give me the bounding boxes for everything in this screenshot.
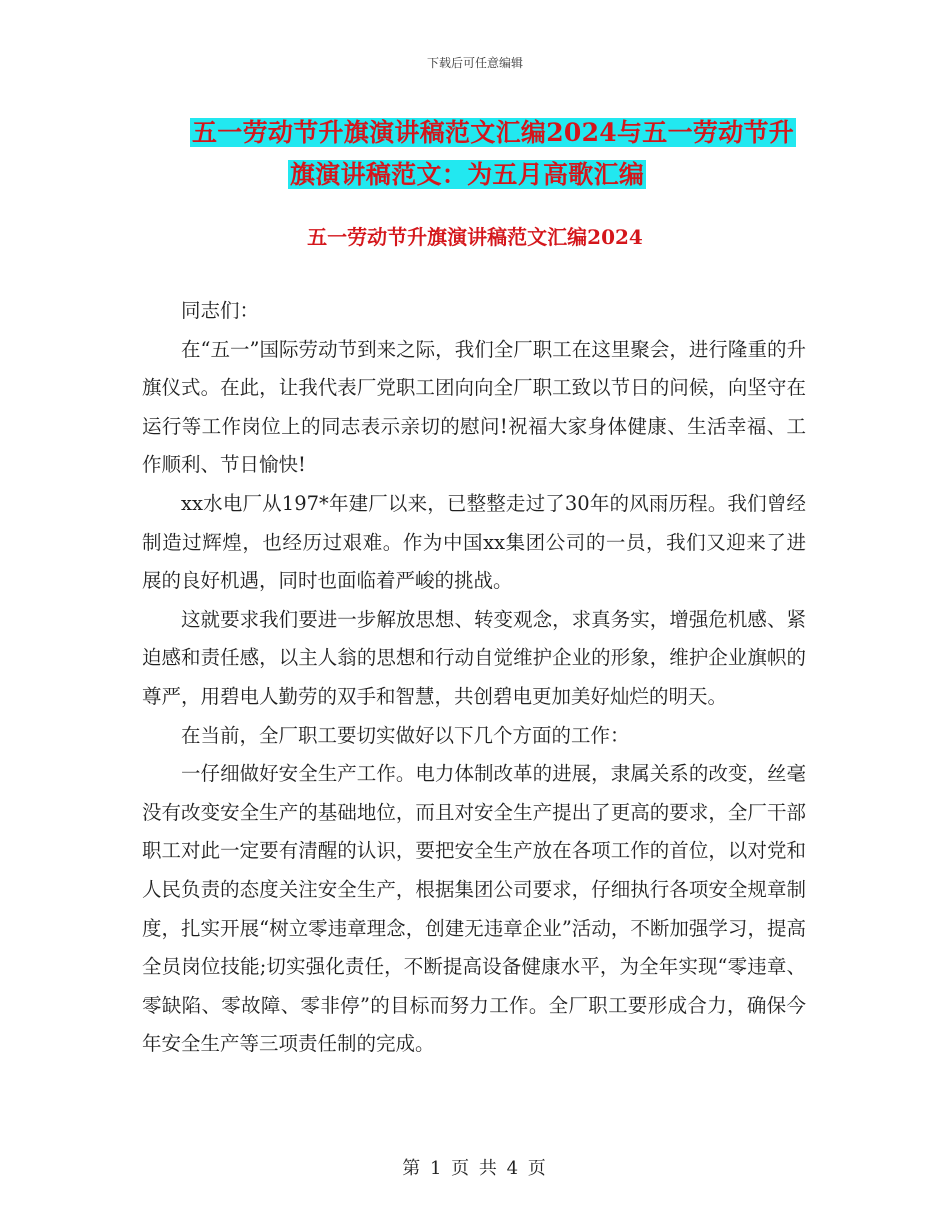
- title-line-2-text: 旗演讲稿范文：为五月高歌汇编: [290, 160, 645, 189]
- body-text: [142, 292, 806, 1064]
- title-line-2: [190, 154, 810, 196]
- page-number-footer: 第 1 页 共 4 页: [402, 1158, 548, 1179]
- paragraph-greeting: 同志们：: [181, 299, 260, 322]
- header-note: 下载后可任意编辑: [426, 56, 523, 70]
- title-line-1: [190, 112, 810, 154]
- document-title: [190, 112, 810, 196]
- paragraph: 在当前，全厂职工要切实做好以下几个方面的工作：: [181, 723, 630, 747]
- paragraph: 在“五一”国际劳动节到来之际，我们全厂职工在这里聚会，进行隆重的升旗仪式。在此，让我代表厂党职工团向向全厂职工致以节日的问候，向坚守在运行等工作岗位上的同志表示亲切的慰问!祝福大家身体健康、生活幸福、工作顺利、节日愉快!: [142, 337, 806, 477]
- paragraph: xx水电厂从197*年建厂以来，已整整走过了30年的风雨历程。我们曾经制造过辉煌，也经历过艰难。作为中国xx集团公司的一员，我们又迎来了进展的良好机遇，同时也面临着严峻的挑战。: [142, 491, 806, 593]
- paragraph: 这就要求我们要进一步解放思想、转变观念，求真务实，增强危机感、紧迫感和责任感，以主人翁的思想和行动自觉维护企业的形象，维护企业旗帜的尊严，用碧电人勤劳的双手和智慧，共创碧电更加美好灿烂的明天。: [142, 607, 806, 708]
- paragraph: 一仔细做好安全生产工作。电力体制改革的进展，隶属关系的改变，丝毫没有改变安全生产的基础地位，而且对安全生产提出了更高的要求，全厂干部职工对此一定要有清醒的认识，要把安全生产放在各项工作的首位，以对党和人民负责的态度关注安全生产，根据集团公司要求，仔细执行各项安全规章制度，扎实开展“树立零违章理念，创建无违章企业”活动，不断加强学习，提高全员岗位技能;切实强化责任，不断提高设备健康水平，为全年实现“零违章、零缺陷、零故障、零非停”的目标而努力工作。全厂职工要形成合力，确保今年安全生产等三项责任制的完成。: [142, 762, 806, 1056]
- title-line-1-text: 五一劳动节升旗演讲稿范文汇编2024与五一劳动节升: [192, 118, 795, 147]
- section-title: 五一劳动节升旗演讲稿范文汇编2024: [307, 225, 643, 249]
